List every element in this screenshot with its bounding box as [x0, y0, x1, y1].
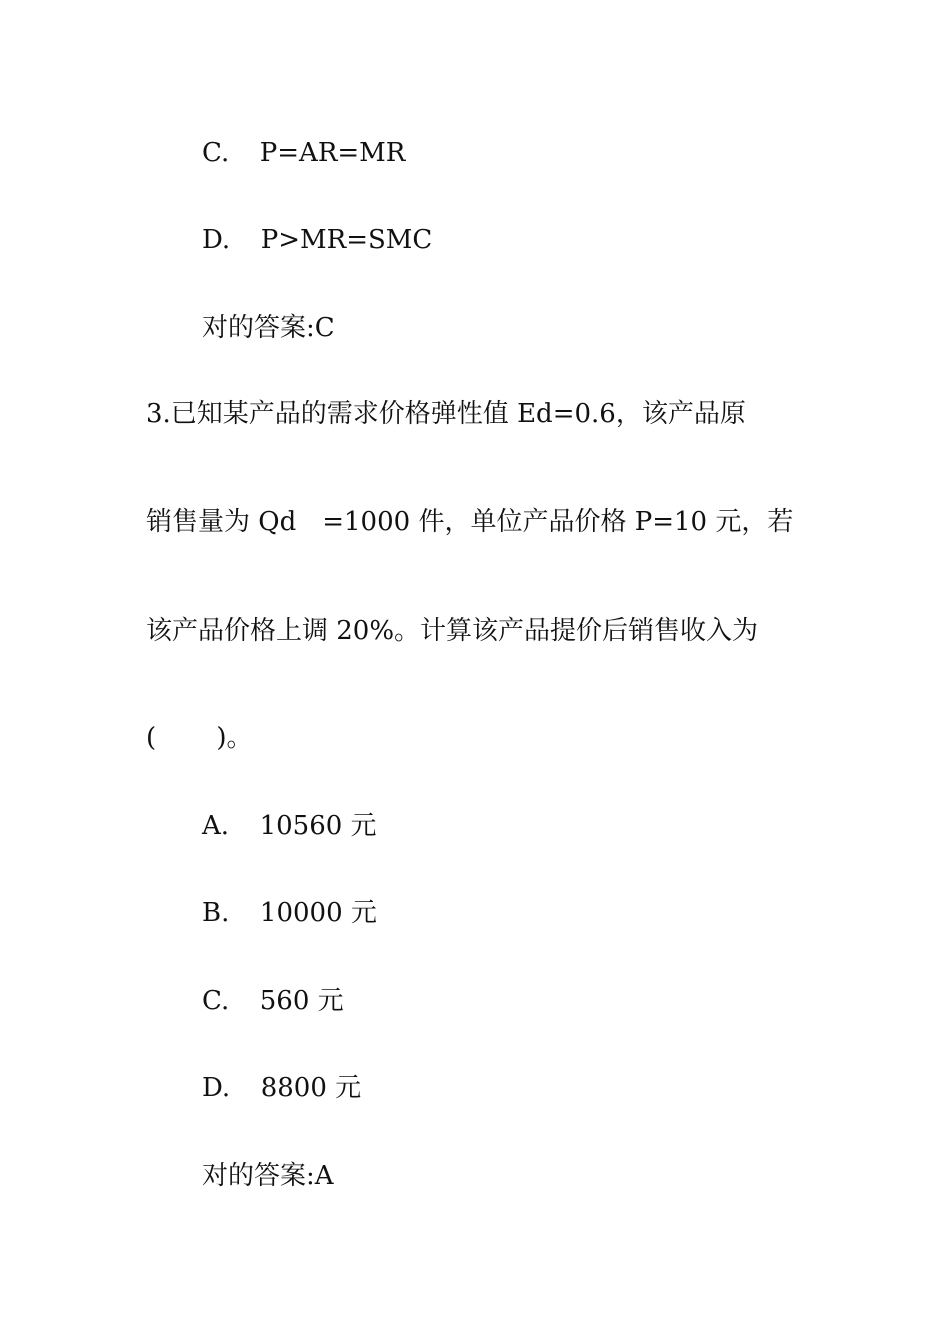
answer-label: 对的答案:: [202, 1161, 315, 1191]
option-text: 10000 元: [259, 898, 377, 928]
option-text: 560 元: [259, 986, 344, 1016]
answer-value: C: [314, 313, 335, 343]
option-c-prev: [202, 137, 405, 169]
option-b: [202, 897, 377, 929]
question3-line-1: 3.已知某产品的需求价格弹性值 Ed=0.6，该产品原: [146, 399, 746, 429]
option-d: [202, 1072, 361, 1104]
answer-value: A: [314, 1161, 334, 1191]
question3-line-4: ( )。: [146, 723, 253, 753]
option-text: P=AR=MR: [259, 138, 406, 168]
option-d-prev: [202, 224, 432, 256]
option-letter: D.: [202, 225, 231, 255]
option-letter: D.: [202, 1073, 231, 1103]
option-c: [202, 985, 344, 1017]
option-text: 10560 元: [259, 811, 377, 841]
option-letter: C.: [202, 986, 230, 1016]
answer-label: 对的答案:: [202, 313, 315, 343]
option-text: P>MR=SMC: [260, 225, 433, 255]
option-a: [202, 810, 377, 842]
option-letter: A.: [202, 811, 230, 841]
answer-prev: [202, 312, 335, 344]
option-letter: B.: [202, 898, 230, 928]
question3-line-3: 该产品价格上调 20%。计算该产品提价后销售收入为: [146, 616, 759, 646]
option-letter: C.: [202, 138, 230, 168]
answer-q3: [202, 1160, 334, 1192]
question3-line-2: 销售量为 Qd =1000 件，单位产品价格 P=10 元，若: [146, 507, 794, 537]
option-text: 8800 元: [260, 1073, 362, 1103]
